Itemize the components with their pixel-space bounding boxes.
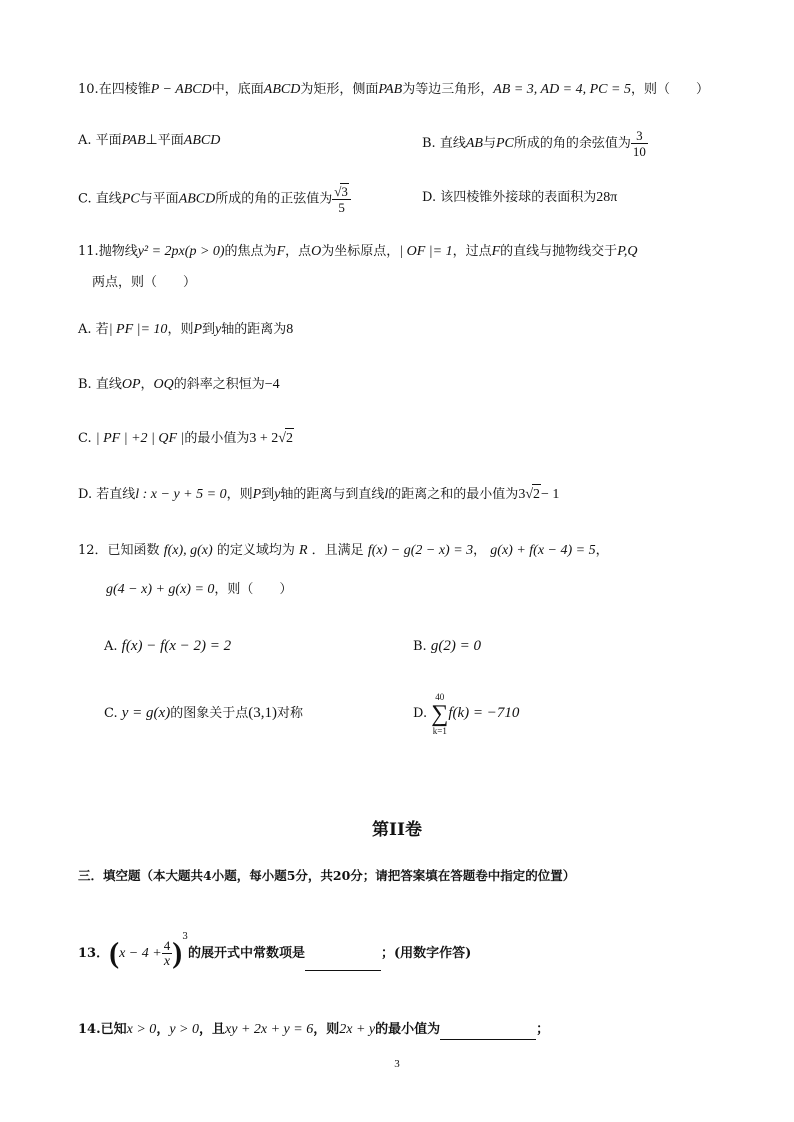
math-expr: F bbox=[491, 244, 501, 259]
option-text: 与平面 bbox=[139, 191, 179, 207]
option-text: 平面 bbox=[157, 133, 184, 148]
math-expr: AB = 3, AD = 4, PC = 5 bbox=[493, 82, 631, 97]
option-text: 到 bbox=[202, 322, 216, 337]
math-expr: OQ bbox=[153, 377, 174, 392]
option-text: 轴的距离为 bbox=[221, 322, 287, 337]
option-text: ，则 bbox=[167, 322, 194, 337]
stem-text: ；(用数字作答) bbox=[380, 946, 472, 961]
right-paren: ) bbox=[172, 936, 183, 970]
stem-text: 已知 bbox=[100, 1022, 127, 1037]
option-label: B. bbox=[422, 136, 436, 151]
radicand: 2 bbox=[285, 428, 294, 449]
math-expr: PAB bbox=[378, 82, 403, 97]
option-text: 的最小值为 bbox=[184, 431, 250, 446]
math-expr: | PF | +2 | QF | bbox=[95, 431, 185, 446]
math-expr: g(2) = 0 bbox=[430, 638, 481, 654]
stem-text: 的定义域均为 bbox=[216, 543, 295, 558]
math-expr: y = g(x) bbox=[121, 705, 171, 721]
stem-text: ，点 bbox=[285, 244, 312, 259]
denominator: 5 bbox=[338, 200, 345, 215]
option-text: 的距离之和的最小值为 bbox=[388, 487, 519, 502]
math-expr: ABCD bbox=[183, 133, 221, 148]
section-title: 第II卷 bbox=[372, 820, 422, 840]
numerator: 4 bbox=[163, 938, 171, 953]
math-expr: y² = 2px(p > 0) bbox=[137, 244, 225, 259]
math-expr: f(x), g(x) bbox=[163, 543, 213, 558]
math-expr: g(4 − x) + g(x) = 0 bbox=[106, 582, 215, 597]
question-11-stem bbox=[78, 242, 638, 262]
option-label: C. bbox=[78, 431, 92, 446]
math-expr: f(k) = −710 bbox=[448, 705, 520, 721]
option-text: 该四棱锥外接球的表面积为 bbox=[440, 190, 597, 205]
option-text: 直线 bbox=[95, 191, 122, 207]
fraction bbox=[162, 938, 173, 969]
stem-text: 为矩形，侧面 bbox=[300, 82, 379, 97]
option-text: ， bbox=[140, 377, 154, 392]
numerator: √3 bbox=[332, 183, 351, 200]
question-12-option-b bbox=[413, 636, 481, 657]
option-text: 到 bbox=[261, 487, 275, 502]
math-expr: ABCD bbox=[178, 191, 216, 207]
exponent: 3 bbox=[182, 932, 188, 942]
option-label: A. bbox=[104, 639, 118, 654]
radicand: 2 bbox=[532, 484, 541, 505]
option-text: 与 bbox=[482, 136, 496, 151]
stem-text: 为等边三角形， bbox=[402, 82, 494, 97]
question-number: 13． bbox=[78, 946, 110, 961]
stem-text: 的展开式中常数项是 bbox=[187, 946, 305, 961]
math-expr: f(x) − g(2 − x) = 3 bbox=[367, 543, 474, 558]
sqrt-sign: √ bbox=[525, 487, 533, 502]
math-expr: | OF |= 1 bbox=[399, 244, 453, 259]
math-expr: l : x − y + 5 = 0 bbox=[135, 487, 227, 502]
math-expr: (3,1) bbox=[248, 705, 277, 721]
question-10-option-c bbox=[78, 183, 351, 215]
option-label: A. bbox=[78, 322, 92, 337]
section-heading: 三．填空题（本大题共4小题，每小题5分，共20分；请把答案填在答题卷中指定的位置） bbox=[78, 868, 576, 883]
question-14 bbox=[78, 1020, 549, 1040]
stem-text: ，则 bbox=[313, 1022, 340, 1037]
question-12-option-a bbox=[104, 636, 231, 657]
math-expr: −4 bbox=[264, 377, 280, 392]
math-expr: y > 0 bbox=[169, 1022, 199, 1037]
option-label: D. bbox=[78, 487, 93, 502]
denominator: 10 bbox=[632, 144, 646, 159]
stem-text: 两点，则（ ） bbox=[92, 275, 197, 290]
question-10-stem bbox=[78, 80, 709, 100]
stem-text: ， bbox=[156, 1022, 170, 1037]
math-expr: 8 bbox=[286, 322, 294, 337]
question-11-option-a bbox=[78, 320, 293, 340]
question-11-stem-cont bbox=[92, 273, 196, 293]
math-expr: 3 + 2 bbox=[249, 431, 279, 446]
question-11-option-c bbox=[78, 428, 294, 449]
math-expr: P bbox=[252, 487, 262, 502]
math-expr: AB bbox=[465, 136, 483, 151]
question-10-option-d bbox=[422, 188, 617, 208]
stem-text: ； bbox=[536, 1022, 550, 1037]
stem-text: ．且满足 bbox=[311, 543, 364, 558]
stem-text: 抛物线 bbox=[98, 244, 138, 259]
stem-text: ， bbox=[595, 543, 609, 558]
sigma-symbol: ∑ bbox=[431, 700, 449, 727]
math-expr: g(x) + f(x − 4) = 5 bbox=[490, 543, 596, 558]
math-expr: l bbox=[384, 487, 389, 502]
question-number: 14. bbox=[78, 1022, 101, 1037]
answer-blank[interactable] bbox=[305, 954, 381, 971]
math-expr: xy + 2x + y = 6 bbox=[225, 1022, 314, 1037]
option-label: A. bbox=[78, 133, 92, 148]
math-expr: P,Q bbox=[617, 244, 638, 259]
lower-limit: k=1 bbox=[432, 725, 447, 736]
stem-text: 已知函数 bbox=[107, 543, 160, 558]
question-10-option-b bbox=[422, 128, 648, 159]
question-12-stem-cont bbox=[106, 580, 292, 600]
math-expr: f(x) − f(x − 2) = 2 bbox=[121, 638, 232, 654]
math-expr: O bbox=[311, 244, 322, 259]
math-expr: y bbox=[274, 487, 281, 502]
stem-text: 中，底面 bbox=[211, 82, 264, 97]
math-expr: 28π bbox=[596, 190, 618, 205]
denominator: x bbox=[163, 954, 171, 969]
option-label: D. bbox=[422, 190, 437, 205]
question-number: 10. bbox=[78, 82, 99, 97]
question-12-option-d bbox=[413, 690, 519, 737]
question-11-option-d bbox=[78, 484, 559, 505]
question-10-option-a bbox=[78, 131, 220, 151]
question-12-stem bbox=[78, 541, 609, 561]
page-number: 3 bbox=[394, 1058, 400, 1070]
stem-text: 的焦点为 bbox=[224, 244, 277, 259]
fraction bbox=[631, 128, 648, 159]
option-label: C. bbox=[104, 706, 118, 721]
radicand: 3 bbox=[341, 184, 348, 199]
numerator: 3 bbox=[631, 128, 648, 144]
stem-text: 的直线与抛物线交于 bbox=[500, 244, 618, 259]
sqrt-sign: √ bbox=[278, 431, 286, 446]
answer-blank[interactable] bbox=[440, 1023, 536, 1040]
math-expr: | PF |= 10 bbox=[108, 322, 168, 337]
option-label: B. bbox=[78, 377, 92, 392]
left-paren: ( bbox=[109, 936, 120, 970]
math-expr: PC bbox=[495, 136, 514, 151]
option-label: B. bbox=[413, 639, 427, 654]
math-expr: x − 4 + bbox=[119, 946, 162, 961]
question-11-option-b bbox=[78, 375, 280, 395]
math-expr: y bbox=[215, 322, 222, 337]
summation bbox=[431, 691, 448, 737]
math-expr: F bbox=[276, 244, 286, 259]
option-text: 所成的角的正弦值为 bbox=[215, 191, 333, 207]
option-text: 轴的距离与到直线 bbox=[280, 487, 385, 502]
stem-text: ， bbox=[473, 543, 487, 558]
stem-text: 的最小值为 bbox=[375, 1022, 441, 1037]
math-expr: P bbox=[193, 322, 203, 337]
upper-limit: 40 bbox=[435, 691, 445, 702]
option-text: 直线 bbox=[439, 136, 466, 151]
option-label: C. bbox=[78, 191, 92, 207]
option-text: 的图象关于点 bbox=[170, 706, 249, 721]
option-label: D. bbox=[413, 706, 428, 721]
question-12-option-c bbox=[104, 703, 303, 724]
math-expr: 2x + y bbox=[339, 1022, 376, 1037]
stem-text: ，过点 bbox=[452, 244, 492, 259]
option-text: 若直线 bbox=[96, 487, 136, 502]
math-expr: 3 bbox=[518, 487, 526, 502]
stem-text: ，且 bbox=[199, 1022, 226, 1037]
math-expr: − 1 bbox=[541, 487, 560, 502]
fraction bbox=[332, 183, 351, 215]
option-text: 的斜率之积恒为 bbox=[173, 377, 265, 392]
option-text: 直线 bbox=[95, 377, 122, 392]
math-expr: OP bbox=[121, 377, 141, 392]
stem-text: ，则（ ） bbox=[214, 582, 293, 597]
stem-text: 在四棱锥 bbox=[98, 82, 151, 97]
option-text: 对称 bbox=[276, 706, 303, 721]
math-expr: R bbox=[298, 543, 308, 558]
question-13 bbox=[78, 920, 471, 971]
math-expr: P − ABCD bbox=[150, 82, 212, 97]
option-text: 所成的角的余弦值为 bbox=[513, 136, 631, 151]
math-expr: x > 0 bbox=[126, 1022, 157, 1037]
stem-text: 为坐标原点， bbox=[321, 244, 400, 259]
math-expr: PC bbox=[121, 191, 140, 207]
question-number: 12． bbox=[78, 543, 108, 558]
math-expr: ABCD bbox=[263, 82, 301, 97]
math-expr: PAB bbox=[121, 133, 146, 148]
stem-text: ，则（ ） bbox=[630, 82, 709, 97]
perpendicular-symbol: ⊥ bbox=[145, 133, 158, 148]
option-text: ，则 bbox=[226, 487, 253, 502]
option-text: 若 bbox=[95, 322, 109, 337]
option-text: 平面 bbox=[95, 133, 122, 148]
question-number: 11. bbox=[78, 244, 99, 259]
